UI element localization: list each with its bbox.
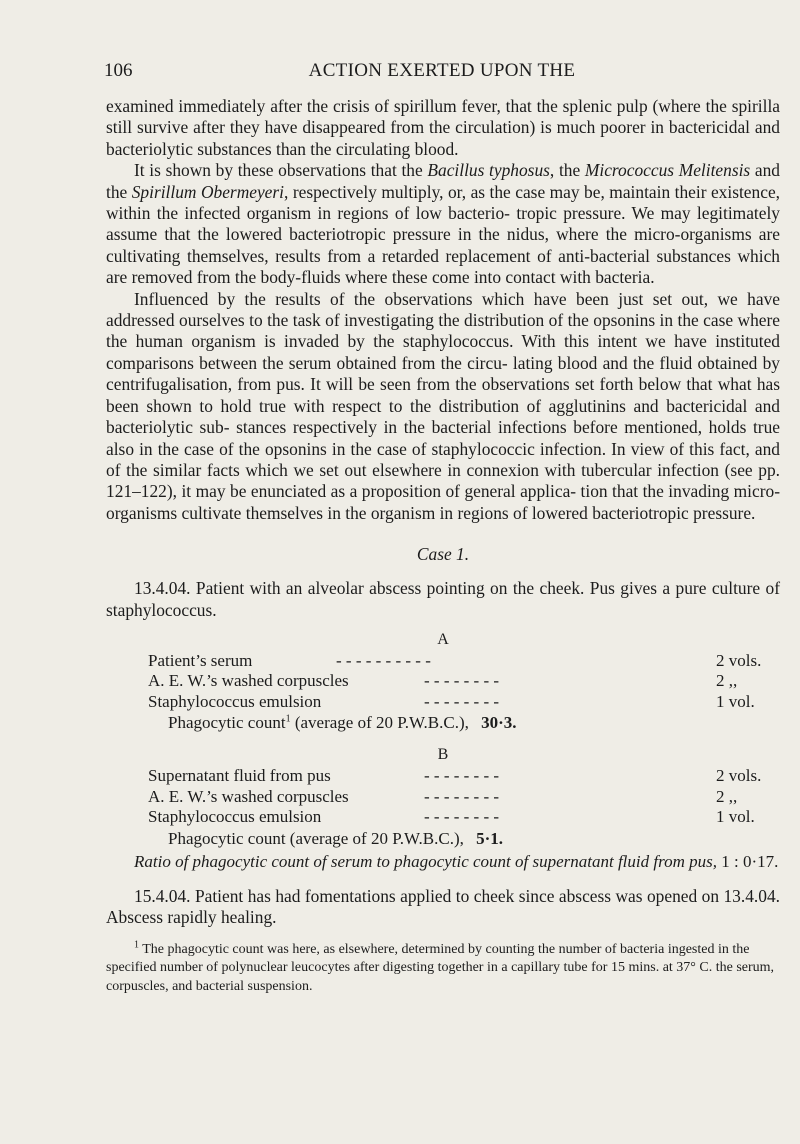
page-number: 106 — [104, 60, 133, 81]
row-label: A. E. W.’s washed corpuscles — [148, 786, 349, 806]
row-label: Staphylococcus emulsion — [148, 691, 322, 711]
row-amount: 1 vol. — [716, 807, 755, 827]
row-amount: 2 vols. — [716, 650, 762, 670]
table-row — [106, 766, 780, 787]
footnote-mark: 1 — [285, 713, 291, 725]
table-row — [106, 651, 780, 672]
row-label: Patient’s serum — [148, 650, 253, 670]
running-title: ACTION EXERTED UPON THE — [308, 60, 576, 81]
row-amount: 2 ,, — [716, 671, 738, 691]
table-row — [106, 692, 780, 713]
running-header — [104, 60, 780, 88]
row-label: A. E. W.’s washed corpuscles — [148, 671, 349, 691]
leader-dots: - - - - - - - - - - — [336, 650, 431, 670]
phagocytic-label: Phagocytic count — [168, 713, 286, 733]
table-row — [106, 807, 780, 828]
section-a-label: A — [437, 630, 449, 648]
phagocytic-label: Phagocytic count (average of 20 P.W.B.C.), — [168, 828, 464, 848]
footnote-mark: 1 — [134, 939, 139, 951]
footnote — [106, 941, 780, 997]
phagocytic-value: 30·3. — [481, 713, 517, 733]
leader-dots: - - - - - - - - — [424, 766, 500, 786]
row-amount: 1 vol. — [716, 691, 755, 711]
section-b-label: B — [437, 746, 449, 764]
ratio-text: Ratio of phagocytic count of serum to phagocytic count of supernatant fluid from pus, — [134, 851, 717, 871]
phagocytic-count-b — [106, 828, 780, 849]
paragraph-bacillus: It is shown by these observations that the Bacillus typhosus, the Micrococcus Melitensis and the Spirillum Obermeyeri, respectively multiply, or, as the case may be, maintain their existence, within the infected organism in regions of low bacterio- tropic pressure. We may legitimately assume that the lowered bacteriotropic pressure in the nidus, where the micro-organisms are cultivating themselves, results from a retarded replacement of anti-bacterial substances which are removed from the body-fluids where these come into contact with bacteria. — [106, 160, 781, 288]
case-intro: 13.4.04. Patient with an alveolar abscess pointing on the cheek. Pus gives a pure culture of staphylococcus. — [106, 578, 780, 620]
footnote-text: The phagocytic count was here, as elsewhere, determined by counting the number of bacteria ingested in the specified number of polynuclear leucocytes after digesting together in a capillary tube for 15 mins. at 37° C. the serum, corpuscles, and bacterial suspension. — [106, 941, 775, 994]
leader-dots: - - - - - - - - — [424, 691, 500, 711]
row-amount: 2 ,, — [716, 786, 738, 806]
page-body — [106, 96, 780, 996]
ratio-value: 1 : 0·17. — [721, 851, 779, 871]
table-row — [106, 787, 780, 808]
leader-dots: - - - - - - - - — [424, 671, 500, 691]
leader-dots: - - - - - - - - — [424, 807, 500, 827]
paragraph-continued: examined immediately after the crisis of spirillum fever, that the splenic pulp (where the spirilla still survive after they have disappeared from the circulation) is much poorer in bactericidal and bacteriolytic substances than the circulating blood. — [106, 96, 780, 159]
phagocytic-value: 5·1. — [476, 828, 504, 848]
case-followup: 15.4.04. Patient has had fomentations applied to cheek since abscess was opened on 13.4.04. Abscess rapidly healing. — [106, 885, 780, 928]
ratio-line — [106, 851, 780, 872]
leader-dots: - - - - - - - - — [424, 786, 500, 806]
phagocytic-count-a — [106, 712, 780, 733]
table-row — [106, 671, 780, 692]
case-heading: Case 1. — [416, 544, 470, 565]
row-amount: 2 vols. — [716, 766, 762, 786]
row-label: Supernatant fluid from pus — [148, 766, 331, 786]
row-label: Staphylococcus emulsion — [148, 807, 322, 827]
phagocytic-tail: (average of 20 P.W.B.C.), — [294, 713, 469, 733]
paragraph-opsonins: Influenced by the results of the observations which have been just set out, we have addressed ourselves to the task of investigating the distribution of the opsonins in the case where the human organism is invaded by the staphylococcus. With this intent we have instituted comparisons between the serum obtained from the circu- lating blood and the fluid obtained by centrifugalisation, from pus. It will be seen from the observations set forth below that what has been shown to hold true with respect to the distribution of agglutinins and bactericidal and bacteriolytic sub- stances respectively in the bacterial infections before mentioned, holds true also in the case of the opsonins in the case of staphylococcic infection. In view of this fact, and of the similar facts which we set out elsewhere in connexion with tubercular infection (see pp. 121–122), it may be enunciated as a proposition of general applica- tion that the invading micro-organisms cultivate themselves in the organism in regions of lowered bacteriotropic pressure. — [106, 288, 780, 523]
